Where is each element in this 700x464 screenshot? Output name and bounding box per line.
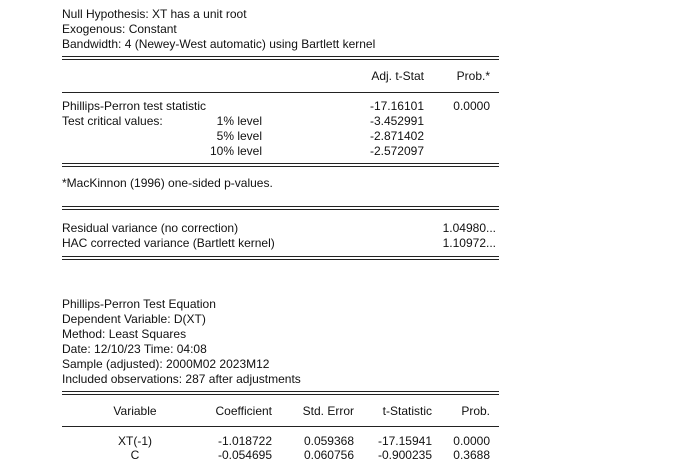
rule (62, 56, 499, 57)
mackinnon-footnote: *MacKinnon (1996) one-sided p-values. (62, 176, 273, 190)
table-row-std-error: 0.060756 (303, 448, 354, 462)
col-adj-t-stat: Adj. t-Stat (371, 69, 424, 83)
table-row-t-statistic: -17.15941 (377, 434, 432, 448)
table-row-prob: 0.3688 (453, 448, 490, 462)
hac-variance-label: HAC corrected variance (Bartlett kernel) (62, 236, 275, 250)
rule (62, 166, 499, 167)
level-value: -2.572097 (369, 144, 424, 158)
col-prob: Prob.* (456, 69, 490, 83)
residual-variance-label: Residual variance (no correction) (62, 221, 239, 235)
rule (62, 206, 499, 207)
date-time: Date: 12/10/23 Time: 04:08 (62, 342, 207, 356)
null-hypothesis: Null Hypothesis: XT has a unit root (62, 7, 247, 21)
rule (62, 426, 499, 427)
pp-stat-prob: 0.0000 (453, 99, 490, 113)
table-row-coefficient: -0.054695 (217, 448, 272, 462)
col-prob: Prob. (461, 404, 490, 418)
table-row-prob: 0.0000 (453, 434, 490, 448)
rule (62, 259, 499, 260)
rule (62, 394, 499, 395)
hac-variance-value: 1.10972... (442, 236, 496, 250)
method: Method: Least Squares (62, 327, 187, 341)
rule (62, 59, 499, 60)
table-row-coefficient: -1.018722 (217, 434, 272, 448)
level-value: -2.871402 (369, 129, 424, 143)
col-coefficient: Coefficient (215, 404, 272, 418)
level-label: 5% level (216, 129, 262, 143)
dependent-variable: Dependent Variable: D(XT) (62, 312, 206, 326)
crit-values-label: Test critical values: (62, 114, 163, 128)
rule (62, 209, 499, 210)
level-value: -3.452991 (369, 114, 424, 128)
pp-stat-value: -17.16101 (369, 99, 424, 113)
table-row-t-statistic: -0.900235 (377, 448, 432, 462)
rule (62, 92, 499, 93)
exogenous: Exogenous: Constant (62, 22, 177, 36)
included-observations: Included observations: 287 after adjustments (62, 372, 301, 386)
bandwidth: Bandwidth: 4 (Newey-West automatic) using Bartlett kernel (62, 37, 376, 51)
col-variable: Variable (113, 404, 157, 418)
table-row-std-error: 0.059368 (303, 434, 354, 448)
equation-title: Phillips-Perron Test Equation (62, 297, 216, 311)
col-t-statistic: t-Statistic (382, 404, 432, 418)
pp-stat-label: Phillips-Perron test statistic (62, 99, 207, 113)
sample: Sample (adjusted): 2000M02 2023M12 (62, 357, 270, 371)
rule (62, 391, 499, 392)
col-std-error: Std. Error (302, 404, 354, 418)
level-label: 1% level (216, 114, 262, 128)
rule (62, 163, 499, 164)
table-row-variable: C (130, 448, 140, 462)
table-row-variable: XT(-1) (118, 434, 152, 448)
rule (62, 256, 499, 257)
residual-variance-value: 1.04980... (442, 221, 496, 235)
level-label: 10% level (209, 144, 262, 158)
